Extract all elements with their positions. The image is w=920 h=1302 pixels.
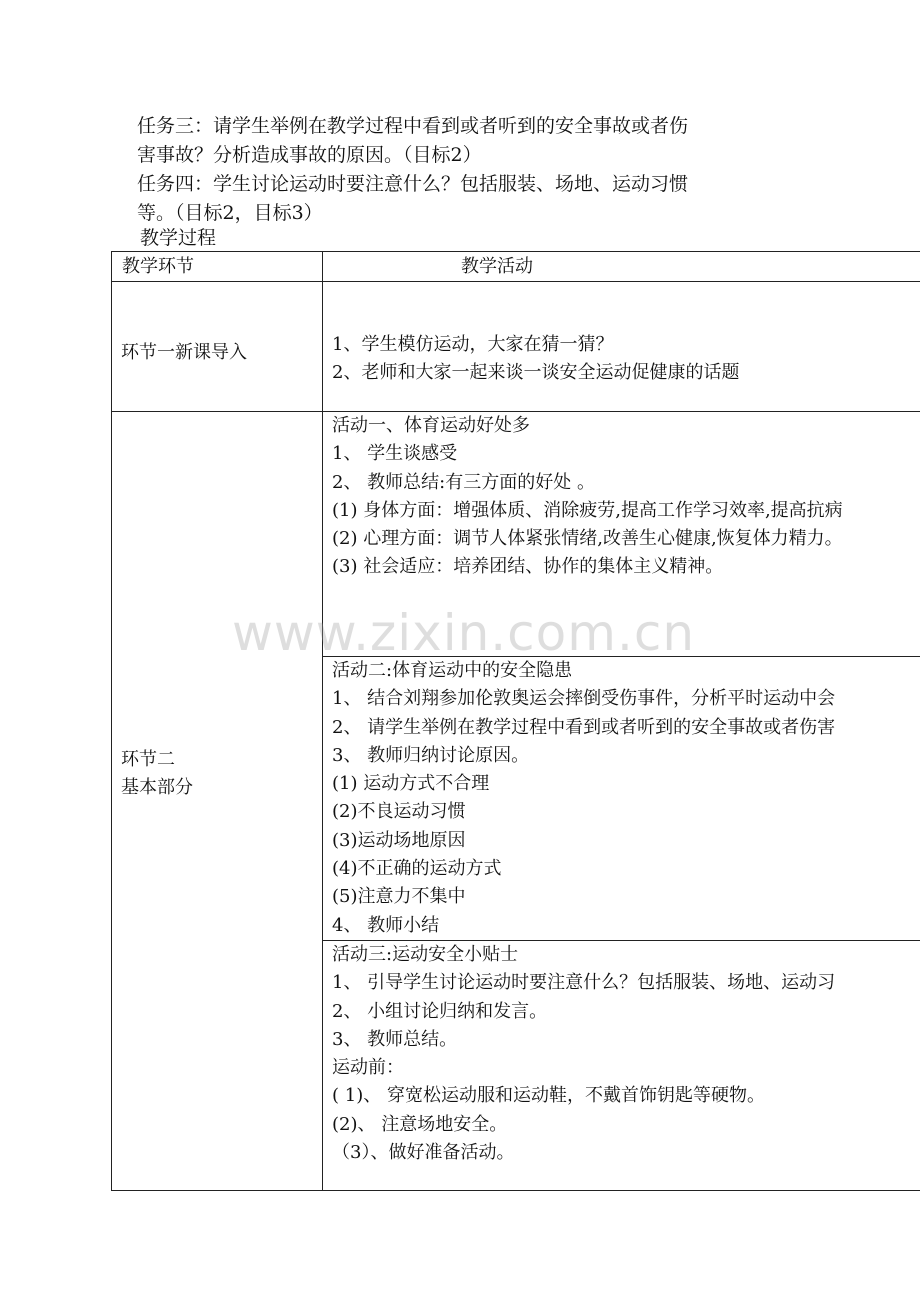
activity-line: （3）、做好准备活动。 [332,1142,515,1164]
header-stage: 教学环节 [112,252,323,282]
activity-line: 1、 引导学生讨论运动时要注意什么？包括服装、场地、运动习 [332,972,836,994]
activity-line: 4、 教师小结 [332,914,440,936]
intro-line: 任务四：学生讨论运动时要注意什么？包括服装、场地、运动习惯 [137,173,689,195]
activity-line: 运动前： [332,1057,404,1079]
activity-lines [323,941,920,1167]
activity-line: (2)不良运动习惯 [332,801,466,823]
activity-line: (5)注意力不集中 [332,886,466,908]
intro-line: 害事故？分析造成事故的原因。（目标2） [137,144,482,166]
activity-cell [323,412,920,657]
intro-line: 等。（目标2，目标3） [137,202,323,224]
intro-line: 任务三：请学生举例在教学过程中看到或者听到的安全事故或者伤 [137,115,689,137]
activity-title: 活动一、体育运动好处多 [332,415,530,436]
activity-line: ( 1)、 穿宽松运动服和运动鞋，不戴首饰钥匙等硬物。 [332,1085,765,1107]
table-header-row [112,252,920,282]
activity-line: (3)运动场地原因 [332,829,466,851]
activity-line: 1、 结合刘翔参加伦敦奥运会摔倒受伤事件，分析平时运动中会 [332,688,836,710]
activity-line: 1、 学生谈感受 [332,443,458,465]
activity-lines [323,657,920,940]
activity-line: 2、 教师总结:有三方面的好处 。 [332,471,595,493]
activity-line: (2) 心理方面：调节人体紧张情绪,改善生心健康,恢复体力精力。 [332,528,843,550]
table-caption: 教学过程 [140,227,217,249]
activity-line: 2、老师和大家一起来谈一谈安全运动促健康的话题 [332,362,740,384]
stage-label-line: 基本部分 [121,777,193,798]
activity-line: 1、学生模仿运动，大家在猜一猜？ [332,334,614,355]
activity-line: (4)不正确的运动方式 [332,858,502,880]
activity-line: (1) 身体方面：增强体质、消除疲劳,提高工作学习效率,提高抗病 [332,499,843,521]
header-activity: 教学活动 [323,252,920,282]
activity-title: 活动三:运动安全小贴士 [332,944,519,965]
stage-cell [112,412,323,1191]
activity-line: (1) 运动方式不合理 [332,773,490,795]
stage-label: 环节一新课导入 [121,342,247,363]
activity-line: (3) 社会适应：培养团结、协作的集体主义精神。 [332,556,724,578]
activity-line: 3、 教师归纳讨论原因。 [332,744,530,766]
watermark: www.zixin.com.cn [232,604,696,662]
activity-line: 2、 请学生举例在教学过程中看到或者听到的安全事故或者伤害 [332,716,836,738]
activity-lines [323,282,920,388]
activity-line: (2)、 注意场地安全。 [332,1113,508,1135]
activity-cell [323,941,920,1191]
stage-cell [112,282,323,412]
activity-line: 3、 教师总结。 [332,1028,458,1050]
stage-label-line: 环节二 [121,749,175,770]
lesson-table [111,251,920,1191]
table-row [112,282,920,412]
activity-title: 活动二:体育运动中的安全隐患 [332,660,573,681]
activity-lines [323,412,920,582]
activity-cell [323,657,920,941]
activity-line: 2、 小组讨论归纳和发言。 [332,1000,548,1022]
stage-label [112,412,322,802]
table-row [112,412,920,657]
intro-paragraph [137,112,797,228]
activity-cell [323,282,920,412]
